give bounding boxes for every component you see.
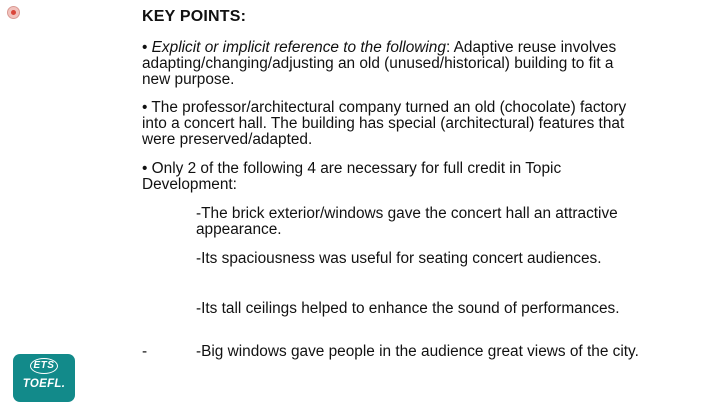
logo-toefl-text: TOEFL.	[22, 378, 66, 390]
sub-point-1: -The brick exterior/windows gave the concert hall an attractive appearance.	[196, 205, 618, 238]
logo-ets-text: ETS	[33, 360, 55, 371]
stray-dash: -	[142, 343, 148, 360]
key-point-1	[142, 40, 642, 88]
bullet: •	[142, 160, 148, 177]
record-dot	[11, 10, 16, 15]
key-point-2	[142, 100, 642, 148]
key-point-1-text: : Adaptive reuse involves adapting/changing/adjusting an old (unused/historical) building to fit a new purpose.	[142, 39, 617, 88]
slide-title: KEY POINTS:	[142, 8, 247, 25]
key-point-3-text: Only 2 of the following 4 are necessary for full credit in Topic Development:	[142, 160, 562, 193]
ets-toefl-logo	[13, 354, 75, 402]
key-point-3	[142, 161, 642, 193]
bullet: •	[142, 39, 148, 56]
sub-point-2: -Its spaciousness was useful for seating concert audiences.	[196, 250, 602, 267]
sub-point-3: -Its tall ceilings helped to enhance the sound of performances.	[196, 300, 620, 317]
key-point-1-emphasis: Explicit or implicit reference to the following	[151, 39, 446, 56]
record-icon[interactable]	[7, 6, 20, 19]
sub-point-4: -Big windows gave people in the audience great views of the city.	[196, 343, 639, 360]
bullet: •	[142, 99, 148, 116]
key-point-2-text: The professor/architectural company turned an old (chocolate) factory into a concert hall. The building has special (architectural) features that were preserved/adapted.	[142, 99, 627, 148]
